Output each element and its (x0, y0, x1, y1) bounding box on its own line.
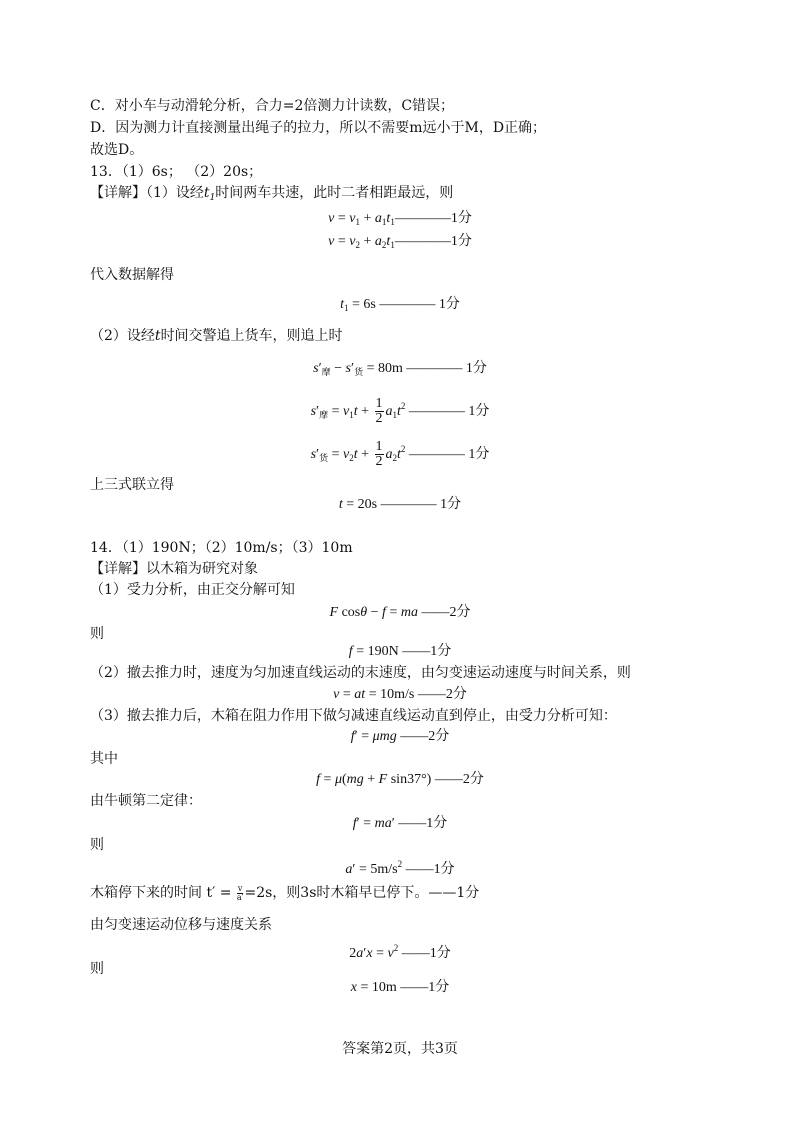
text-option-d: D．因为测力计直接测量出绳子的拉力，所以不需要m远小于M，D正确； (90, 120, 547, 136)
score-mark: ———— 1分 (408, 447, 490, 462)
text-newton: 由牛顿第二定律： (90, 793, 202, 809)
equation-force-balance: F cosθ − f = ma ——2分 (329, 605, 471, 620)
equation-distance: $s'_摩 - s'_货 = 80m$ ———— 1分 (313, 361, 487, 377)
part2-prefix: （2）设经 (90, 328, 155, 344)
text-then-3: 则 (90, 961, 104, 977)
equation-friction-new: f′ = μmg ——2分 (350, 729, 450, 744)
text-where: 其中 (90, 751, 118, 767)
score-mark: ——2分 (421, 605, 471, 620)
text-q14-part2: （2）撤去推力时，速度为匀加速直线运动的末速度，由匀变速运动速度与时间关系，则 (90, 665, 631, 681)
score-mark: ————1分 (394, 234, 472, 249)
text-option-c: C．对小车与动滑轮分析，合力=2倍测力计读数，C错误； (90, 98, 455, 114)
text-q13-detail: 【详解】（1）设经$t_1$时间两车共速，此时二者相距最远，则 (90, 185, 454, 203)
equation-velocity: v = at = 10m/s ——2分 (333, 687, 467, 702)
score-mark: ——1分 (398, 816, 448, 831)
score-mark: ——2分 (417, 687, 467, 702)
detail-suffix: 时间两车共速，此时二者相距最远，则 (215, 185, 454, 201)
score-mark: ——1分 (400, 980, 450, 995)
equation-v2: $v = v_2$ + $a_2t_1————1$分 (328, 234, 472, 250)
score-mark: ———— 1分 (406, 361, 487, 376)
score-mark: ————1分 (394, 211, 472, 226)
text-substitute: 代入数据解得 (90, 267, 174, 283)
text-q14-answer: 14．（1）190N；（2）10m/s；（3）10m (90, 540, 353, 556)
equation-s-moto: $s'_摩 = v_1t$ + $\frac{1}{2}$ $a_1t^2$ ———— 1分 (310, 396, 490, 427)
stop-time-suffix: =2s，则3s时木箱早已停下。——1分 (244, 885, 480, 901)
text-displacement: 由匀变速运动位移与速度关系 (90, 917, 272, 933)
equation-friction: f = 190N ——1分 (348, 644, 452, 659)
equation-s-truck: $s'_货 = v_2t$ + $\frac{1}{2}$ $a_2t^2$ ———— 1分 (310, 439, 490, 470)
equation-x: x = 10m ——1分 (350, 980, 450, 995)
equation-t1: $t_1 = 6s$ ———— 1分 (340, 297, 460, 313)
score-mark: ———— 1分 (408, 404, 490, 419)
text-then-1: 则 (90, 626, 104, 642)
text-combine: 上三式联立得 (90, 477, 174, 493)
score-mark: ———— 1分 (380, 497, 462, 512)
equation-t: t = 20s ———— 1分 (338, 497, 462, 512)
equation-friction-detail: f = μ(mg + F sin37°) ——2分 (316, 772, 484, 787)
text-q14-part3: （3）撤去推力后，木箱在阻力作用下做匀减速直线运动直到停止，由受力分析可知： (90, 708, 617, 724)
score-mark: ——2分 (400, 729, 450, 744)
text-stop-time: 木箱停下来的时间 t′ = $\frac{v}{a'}$ =2s，则3s时木箱早已停下。——1分 (90, 883, 480, 902)
score-mark: ——2分 (434, 772, 484, 787)
equation-newton: f′ = ma′ ——1分 (352, 816, 448, 831)
stop-time-prefix: 木箱停下来的时间 (90, 885, 202, 901)
text-q13-part2: （2）设经t时间交警追上货车，则追上时 (90, 328, 343, 344)
part2-suffix: 时间交警追上货车，则追上时 (160, 328, 343, 344)
equation-displacement: $2a'x = v^2$ ——1分 (349, 943, 451, 961)
score-mark: ——1分 (401, 946, 451, 961)
text-then-2: 则 (90, 837, 104, 853)
text-q14-detail: 【详解】以木箱为研究对象 (90, 561, 258, 577)
text-q14-part1: （1）受力分析，由正交分解可知 (90, 582, 295, 598)
score-mark: ——1分 (402, 644, 452, 659)
score-mark: ——1分 (405, 862, 455, 877)
text-choice: 故选D。 (90, 142, 144, 158)
detail-prefix: 【详解】（1）设经 (90, 185, 204, 201)
text-q13-answer: 13．（1）6s； （2）20s； (90, 164, 263, 180)
equation-deceleration: $a' = 5m/s^2$ ——1分 (345, 859, 455, 877)
page-footer: 答案第2页，共3页 (342, 1041, 458, 1057)
equation-v1: $v = v_1$ + $a_1t_1————1$分 (328, 211, 472, 227)
score-mark: ———— 1分 (379, 297, 460, 312)
